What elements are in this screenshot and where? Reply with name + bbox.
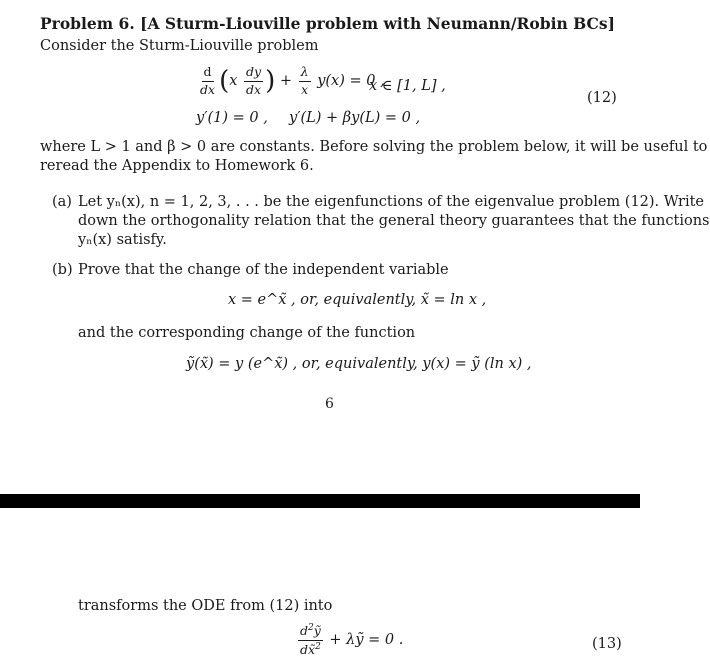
- page-separator: [0, 494, 640, 508]
- where-line-1: where L > 1 and β > 0 are constants. Before solving the problem below, it will be useful to: [40, 139, 708, 155]
- part-b-label: (b): [52, 262, 73, 278]
- part-a-line-3: yₙ(x) satisfy.: [78, 232, 167, 248]
- problem-intro: Consider the Sturm-Liouville problem: [40, 38, 319, 54]
- eq-change-x: x = e^x̃ , or, equivalently, x̃ = ln x ,: [228, 292, 487, 308]
- eq12-bc-left: y′(1) = 0 ,: [196, 110, 268, 126]
- where-line-2: reread the Appendix to Homework 6.: [40, 158, 314, 174]
- eq-change-y: ỹ(x̃) = y (e^x̃) , or, equivalently, y(x) = ỹ (ln x) ,: [186, 356, 532, 372]
- eq13-number: (13): [592, 636, 622, 652]
- eq12-bc-right: y′(L) + βy(L) = 0 ,: [289, 110, 421, 126]
- eq13-rest: + λỹ = 0 .: [329, 632, 404, 649]
- eq12-domain: x ∈ [1, L] ,: [369, 78, 446, 94]
- problem-title: Problem 6. [A Sturm-Liouville problem with Neumann/Robin BCs]: [40, 14, 615, 33]
- eq12-number: (12): [587, 90, 617, 106]
- eq12-ode-rest: y(x) = 0 ,: [317, 73, 385, 89]
- part-a-label: (a): [52, 194, 72, 210]
- part-b-line-1: Prove that the change of the independent variable: [78, 262, 449, 278]
- part-b-line-3: transforms the ODE from (12) into: [78, 598, 333, 614]
- page-number: 6: [325, 396, 334, 412]
- part-a-line-1: Let yₙ(x), n = 1, 2, 3, . . . be the eigenfunctions of the eigenvalue problem (12). Write: [78, 194, 705, 210]
- part-b-line-2: and the corresponding change of the function: [78, 325, 416, 341]
- part-a-line-2: down the orthogonality relation that the general theory guarantees that the functions: [78, 213, 710, 229]
- eq12-ode: $\frac{d}{dx}$ (x $\frac{dy}{dx}$ ) + $\frac{\lambda}{x}$ y(x) = 0 ,: [200, 64, 385, 97]
- eq13: $\frac{d^2ỹ}{dx̃^2}$ + λỹ = 0 .: [300, 623, 404, 657]
